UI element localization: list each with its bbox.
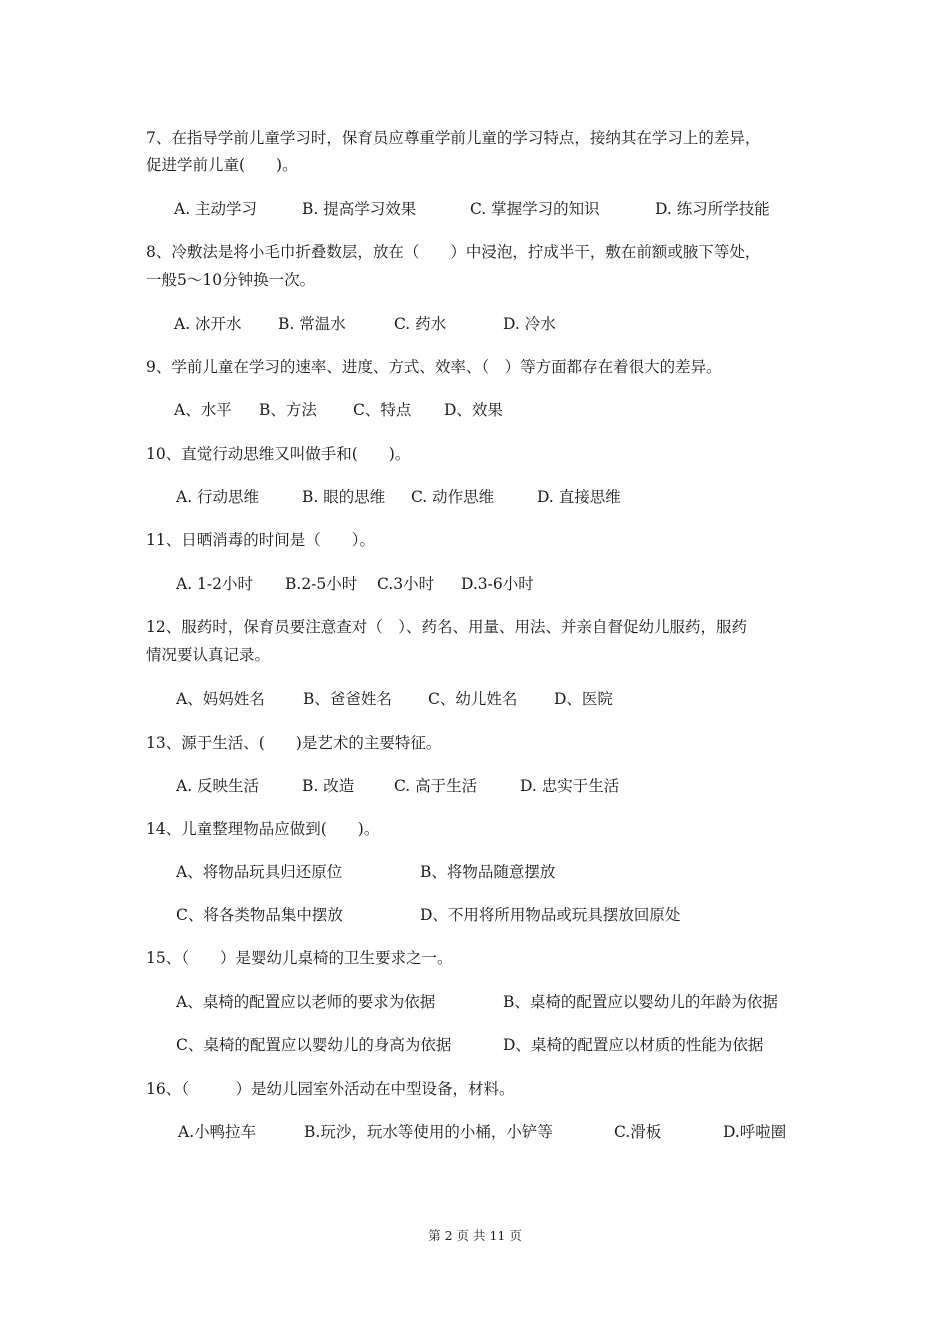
question-16-option-d: D.呼啦圈 bbox=[723, 1123, 787, 1141]
question-15-option-c: C、桌椅的配置应以婴幼儿的身高为依据 bbox=[176, 1036, 452, 1054]
question-8-option-c: C. 药水 bbox=[394, 315, 447, 333]
question-8-stem-line-1: 8、冷敷法是将小毛巾折叠数层，放在（ ）中浸泡，拧成半干，敷在前额或腋下等处， bbox=[146, 243, 761, 261]
question-11-option-d: D.3-6小时 bbox=[461, 575, 534, 593]
question-9-stem-line-1: 9、学前儿童在学习的速率、进度、方式、效率、（ ）等方面都存在着很大的差异。 bbox=[146, 358, 722, 376]
question-13-option-c: C. 高于生活 bbox=[394, 777, 478, 795]
question-14-option-c: C、将各类物品集中摆放 bbox=[176, 906, 343, 924]
question-10-option-b: B. 眼的思维 bbox=[302, 488, 386, 506]
question-13-option-a: A. 反映生活 bbox=[176, 777, 260, 795]
question-8-option-a: A. 冰开水 bbox=[174, 315, 242, 333]
question-16-stem-line-1: 16、（ ）是幼儿园室外活动在中型设备，材料。 bbox=[146, 1080, 515, 1098]
question-13-stem-line-1: 13、源于生活、( )是艺术的主要特征。 bbox=[146, 734, 442, 752]
question-8-option-b: B. 常温水 bbox=[278, 315, 346, 333]
question-11-option-b: B.2-5小时 bbox=[285, 575, 358, 593]
question-12-option-c: C、幼儿姓名 bbox=[428, 690, 518, 708]
question-12-option-d: D、医院 bbox=[554, 690, 613, 708]
question-9-option-b: B、方法 bbox=[259, 401, 317, 419]
question-7-option-d: D. 练习所学技能 bbox=[655, 200, 770, 218]
question-7-option-b: B. 提高学习效果 bbox=[302, 200, 417, 218]
question-10-option-a: A. 行动思维 bbox=[176, 488, 260, 506]
question-16-option-b: B.玩沙，玩水等使用的小桶，小铲等 bbox=[304, 1123, 553, 1141]
question-7-stem-line-2: 促进学前儿童( )。 bbox=[146, 156, 298, 174]
question-9-option-d: D、效果 bbox=[444, 401, 503, 419]
question-12-option-b: B、爸爸姓名 bbox=[303, 690, 392, 708]
question-16-option-c: C.滑板 bbox=[614, 1123, 662, 1141]
question-14-stem-line-1: 14、儿童整理物品应做到( )。 bbox=[146, 820, 380, 838]
question-7-option-a: A. 主动学习 bbox=[174, 200, 258, 218]
page-number-footer: 第 2 页 共 11 页 bbox=[428, 1228, 522, 1243]
question-7-stem-line-1: 7、在指导学前儿童学习时，保育员应尊重学前儿童的学习特点，接纳其在学习上的差异， bbox=[146, 129, 761, 147]
question-11-option-a: A. 1-2小时 bbox=[176, 575, 254, 593]
question-10-option-d: D. 直接思维 bbox=[537, 488, 621, 506]
question-13-option-d: D. 忠实于生活 bbox=[520, 777, 620, 795]
question-10-option-c: C. 动作思维 bbox=[411, 488, 495, 506]
question-8-option-d: D. 冷水 bbox=[503, 315, 556, 333]
question-15-option-d: D、桌椅的配置应以材质的性能为依据 bbox=[503, 1036, 764, 1054]
question-13-option-b: B. 改造 bbox=[302, 777, 355, 795]
question-9-option-c: C、特点 bbox=[353, 401, 412, 419]
question-9-option-a: A、水平 bbox=[174, 401, 232, 419]
question-11-option-c: C.3小时 bbox=[377, 575, 435, 593]
question-7-option-c: C. 掌握学习的知识 bbox=[470, 200, 600, 218]
question-15-option-b: B、桌椅的配置应以婴幼儿的年龄为依据 bbox=[503, 993, 778, 1011]
question-12-stem-line-2: 情况要认真记录。 bbox=[146, 646, 271, 664]
question-14-option-d: D、不用将所用物品或玩具摆放回原处 bbox=[420, 906, 681, 924]
question-12-stem-line-1: 12、服药时，保育员要注意查对（ ）、药名、用量、用法、并亲自督促幼儿服药，服药 bbox=[146, 618, 747, 636]
question-14-option-a: A、将物品玩具归还原位 bbox=[176, 863, 343, 881]
question-16-option-a: A.小鸭拉车 bbox=[178, 1123, 257, 1141]
question-15-option-a: A、桌椅的配置应以老师的要求为依据 bbox=[176, 993, 436, 1011]
question-15-stem-line-1: 15、（ ）是婴幼儿桌椅的卫生要求之一。 bbox=[146, 949, 453, 967]
question-10-stem-line-1: 10、直觉行动思维又叫做手和( )。 bbox=[146, 445, 411, 463]
question-14-option-b: B、将物品随意摆放 bbox=[420, 863, 556, 881]
question-11-stem-line-1: 11、日晒消毒的时间是（ ）。 bbox=[146, 531, 375, 549]
question-8-stem-line-2: 一般5～10分钟换一次。 bbox=[146, 271, 316, 289]
question-12-option-a: A、妈妈姓名 bbox=[176, 690, 265, 708]
